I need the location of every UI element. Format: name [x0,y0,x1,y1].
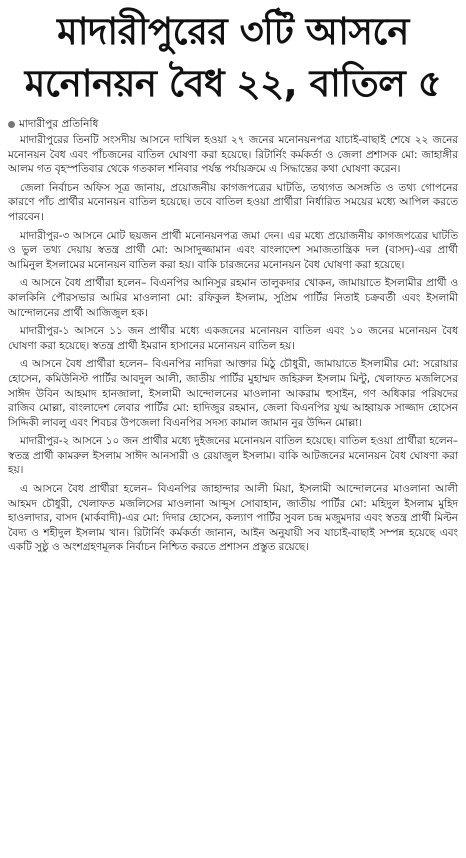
paragraph-8: এ আসনে বৈধ প্রার্থীরা হলেন– বিএনপির জাহান্দার আলী মিয়া, ইসলামী আন্দোলনের মাওলানা আলী আহমদ চৌধুরী, খেলাফত মজলিসের মাওলানা আব্দুস সোবাহান, জাতীয় পার্টির মো: মহিদুল ইসলাম মুহিদ হাওলাদার, বাসদ (মার্কবাদী)-এর মো: দিদার হোসেন, কল্যাণ পার্টির সুবল চন্দ্র মজুমদার এবং স্বতন্ত্র প্রার্থী মিল্টন বৈদ্য ও শহীদুল ইসলাম খান। রিটার্নিং কর্মকর্তা জানান, আইন অনুযায়ী সব যাচাই-বাছাই সম্পন্ন হয়েছে এবং একটি সুষ্ঠু ও অংশগ্রহণমূলক নির্বাচন নিশ্চিত করতে প্রশাসন প্রস্তুত রয়েছে। [8,483,458,554]
headline-line-1: মাদারীপুরের ৩টি আসনে [57,10,409,53]
paragraph-2: জেলা নির্বাচন অফিস সূত্র জানায়, প্রয়োজনীয় কাগজপত্রের ঘাটতি, তথ্যগত অসঙ্গতি ও তথ্য গোপনের কারণে পাঁচ প্রার্থীর মনোনয়ন বাতিল হয়েছে। তবে বাতিল হওয়া প্রার্থীরা নির্ধারিত সময়ের মধ্যে আপিল করতে পারবেন। [8,181,458,223]
article-body [8,133,458,555]
paragraph-3: মাদারীপুর-৩ আসনে মোট ছয়জন প্রার্থী মনোনয়নপত্র জমা দেন। এর মধ্যে প্রয়োজনীয় কাগজপত্রের ঘাটতি ও ভুল তথ্য দেয়ায় স্বতন্ত্র প্রার্থী মো: আসাদুজ্জামান এবং বাংলাদেশ সমাজতান্ত্রিক দল (বাসদ)-এর প্রার্থী আমিনুল ইসলামের মনোনয়ন বাতিল করা হয়। বাকি চারজনের মনোনয়ন বৈধ ঘোষণা করা হয়েছে। [8,229,458,271]
paragraph-6: এ আসনে বৈধ প্রার্থীরা হলেন– বিএনপির নাদিরা আক্তার মিঠু চৌধুরী, জামায়াতে ইসলামীর মো: সরোয়ার হোসেন, কমিউনিস্ট পার্টির আবদুল আলী, জাতীয় পার্টির মুহাম্মদ জহিরুল ইসলাম মিন্টু, খেলাফত মজলিসের সাঈদ উবিন আহমাদ হানজালা, ইসলামী আন্দোলনের মাওলানা আকরাম হুসাইন, গণ অধিকার পরিষদের রাজিব মোল্লা, বাংলাদেশ লেবার পার্টির মো: হাদিজুর রহমান, জেলা বিএনপির যুগ্ম আহ্বায়ক সাজ্জাদ হোসেন সিদ্দিকী লাবলু এবং শিবচর উপজেলা বিএনপির সদস্য কামাল জামান নুর উদ্দিন মোল্লা। [8,358,458,429]
byline-text: মাদারীপুর প্রতিনিধি [19,118,99,130]
paragraph-1: মাদারীপুরের তিনটি সংসদীয় আসনে দাখিল হওয়া ২৭ জনের মনোনয়নপত্র যাচাই-বাছাই শেষে ২২ জনের মনোনয়ন বৈধ এবং পাঁচজনের বাতিল ঘোষণা করা হয়েছে। রিটার্নিং কর্মকর্তা ও জেলা প্রশাসক মো: জাহাঙ্গীর আলম গত বৃহস্পতিবার থেকে গতকাল শনিবার পর্যন্ত পর্যায়ক্রমে এ সিদ্ধান্তের কথা ঘোষণা করেন। [8,134,458,176]
paragraph-4: এ আসনে বৈধ প্রার্থীরা হলেন– বিএনপির আনিসুর রহমান তালুকদার খোকন, জামায়াতে ইসলামীর প্রার্থী ও কালকিনি পৌরসভার আমির মাওলানা মো: রফিকুল ইসলাম, সুপ্রিম পার্টির নিতাই চক্রবর্তী এবং ইসলামী আন্দোলনের প্রার্থী আজিজুল হক। [8,277,458,319]
headline [8,6,458,110]
paragraph-7: মাদারীপুর-২ আসনে ১০ জন প্রার্থীর মধ্যে দুইজনের মনোনয়ন বাতিল হয়েছে। বাতিল হওয়া প্রার্থীরা হলেন– স্বতন্ত্র প্রার্থী কামরুল ইসলাম সাঈদ আনসারী ও রেয়াজুল ইসলাম। বাকি আটজনের মনোনয়ন বৈধ ঘোষণা করা হয়। [8,435,458,477]
headline-line-2: মনোনয়ন বৈধ ২২, বাতিল ৫ [24,62,442,105]
bullet-icon [8,121,15,128]
paragraph-5: মাদারীপুর-১ আসনে ১১ জন প্রার্থীর মধ্যে একজনের মনোনয়ন বাতিল এবং ১০ জনের মনোনয়ন বৈধ ঘোষণা করা হয়েছে। স্বতন্ত্র প্রার্থী ইমরান হাসানের মনোনয়ন বাতিল হয়। [8,325,458,352]
byline [8,118,458,131]
